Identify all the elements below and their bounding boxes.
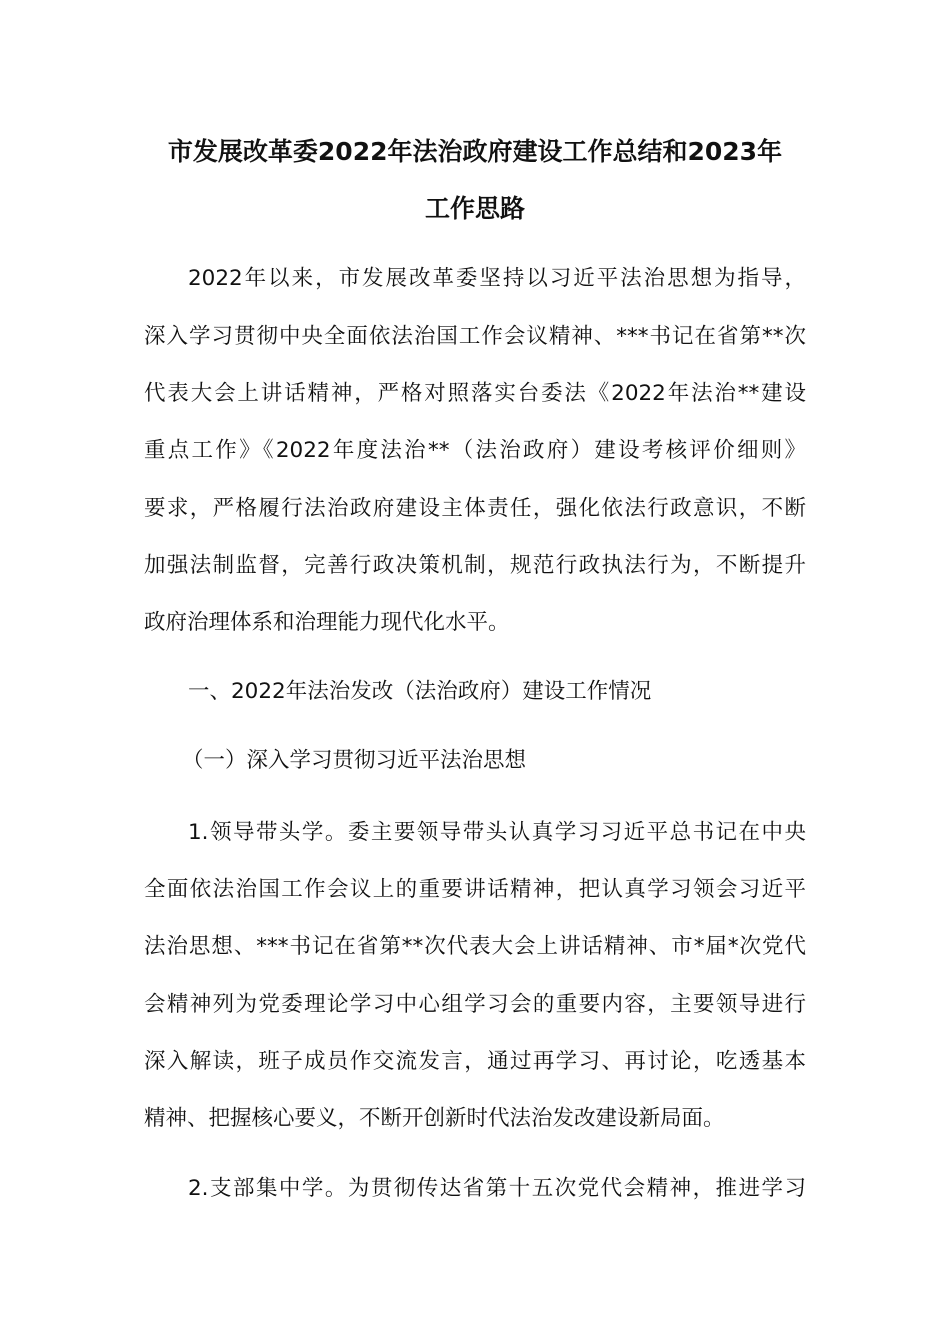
document-title-line-2: 工作思路: [424, 194, 525, 223]
paragraph-line: 深入解读，班子成员作交流发言，通过再学习、再讨论，吃透基本: [144, 1049, 806, 1074]
paragraph-line: 深入学习贯彻中央全面依法治国工作会议精神、***书记在省第**次: [144, 324, 806, 349]
section-subheading: （一）深入学习贯彻习近平法治思想: [182, 748, 527, 773]
paragraph-line: 1.领导带头学。委主要领导带头认真学习习近平总书记在中央: [188, 820, 806, 845]
paragraph-line: 重点工作》《2022年度法治**（法治政府）建设考核评价细则》: [144, 438, 806, 463]
paragraph-line: 2.支部集中学。为贯彻传达省第十五次党代会精神，推进学习: [188, 1176, 806, 1201]
document-title-line-1: 市发展改革委2022年法治政府建设工作总结和2023年: [167, 137, 783, 166]
paragraph-line: 会精神列为党委理论学习中心组学习会的重要内容，主要领导进行: [144, 992, 806, 1017]
paragraph-line: 2022年以来，市发展改革委坚持以习近平法治思想为指导，: [188, 266, 806, 291]
paragraph-line: 法治思想、***书记在省第**次代表大会上讲话精神、市*届*次党代: [144, 934, 806, 959]
paragraph-line: 精神、把握核心要义，不断开创新时代法治发改建设新局面。: [144, 1106, 725, 1131]
paragraph-line: 全面依法治国工作会议上的重要讲话精神，把认真学习领会习近平: [144, 877, 806, 902]
section-heading: 一、2022年法治发改（法治政府）建设工作情况: [188, 679, 652, 704]
paragraph-line: 代表大会上讲话精神，严格对照落实台委法《2022年法治**建设: [144, 381, 806, 406]
paragraph-line: 加强法制监督，完善行政决策机制，规范行政执法行为，不断提升: [144, 553, 806, 578]
paragraph-line: 要求，严格履行法治政府建设主体责任，强化依法行政意识，不断: [144, 496, 806, 521]
paragraph-line: 政府治理体系和治理能力现代化水平。: [144, 610, 510, 635]
